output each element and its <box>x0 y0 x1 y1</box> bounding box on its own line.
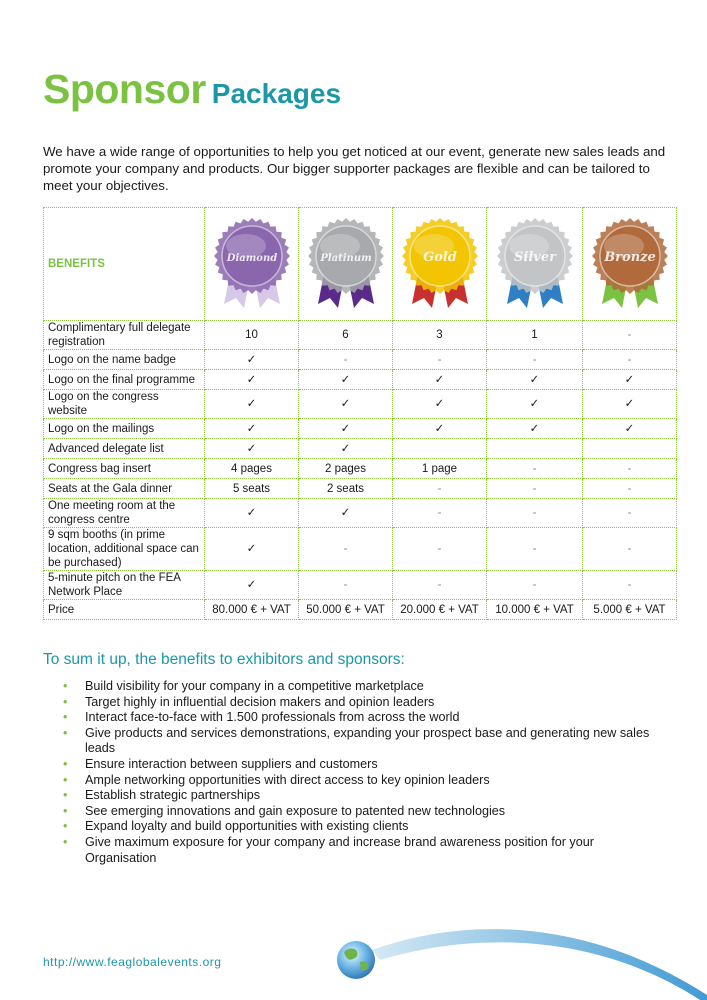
benefit-value: - <box>299 350 393 370</box>
list-item: • Establish strategic partnerships <box>63 788 653 804</box>
benefit-value: ✓ <box>205 499 299 528</box>
benefit-value: 50.000 € + VAT <box>299 600 393 620</box>
benefit-value: - <box>583 321 677 350</box>
benefit-value: 80.000 € + VAT <box>205 600 299 620</box>
summary-heading: To sum it up, the benefits to exhibitors and sponsors: <box>43 651 405 668</box>
benefit-value: ✓ <box>299 439 393 459</box>
benefit-value: - <box>487 479 583 499</box>
benefit-value: - <box>583 479 677 499</box>
list-item: • Expand loyalty and build opportunities with existing clients <box>63 819 653 835</box>
benefit-value: - <box>393 350 487 370</box>
benefit-value: - <box>487 350 583 370</box>
list-item: • Give maximum exposure for your company and increase brand awareness position for your Organisation <box>63 835 653 866</box>
medal-label: Silver <box>514 250 556 265</box>
benefit-value: 6 <box>299 321 393 350</box>
benefit-value: - <box>487 528 583 571</box>
benefit-value: 5.000 € + VAT <box>583 600 677 620</box>
benefit-value: 10 <box>205 321 299 350</box>
benefit-value: ✓ <box>299 499 393 528</box>
benefit-label: Seats at the Gala dinner <box>44 479 205 499</box>
benefit-value: - <box>393 499 487 528</box>
list-item: • Ensure interaction between suppliers and customers <box>63 757 653 773</box>
benefit-value: - <box>393 528 487 571</box>
benefit-label: Advanced delegate list <box>44 439 205 459</box>
benefit-value: - <box>393 571 487 600</box>
list-item: • Give products and services demonstrations, expanding your prospect base and generating new sales leads <box>63 726 653 757</box>
benefit-value: - <box>583 459 677 479</box>
benefit-value: - <box>583 571 677 600</box>
benefit-value: ✓ <box>487 390 583 419</box>
intro-paragraph: We have a wide range of opportunities to help you get noticed at our event, generate new sales leads and promote your company and products. Our bigger supporter packages are flexible and can be tailored to meet your objectives. <box>43 144 666 193</box>
benefit-value: ✓ <box>299 370 393 390</box>
benefit-value: - <box>583 350 677 370</box>
benefit-value: - <box>487 499 583 528</box>
benefit-value: 2 seats <box>299 479 393 499</box>
benefit-value: ✓ <box>487 419 583 439</box>
benefit-value: ✓ <box>299 390 393 419</box>
benefit-label: Congress bag insert <box>44 459 205 479</box>
benefit-value: - <box>299 528 393 571</box>
benefit-value: ✓ <box>205 419 299 439</box>
benefit-value: ✓ <box>393 370 487 390</box>
benefit-label: Price <box>44 600 205 620</box>
benefit-value: ✓ <box>393 419 487 439</box>
list-item: • Ample networking opportunities with direct access to key opinion leaders <box>63 773 653 789</box>
benefit-value: ✓ <box>205 439 299 459</box>
benefit-value: - <box>583 528 677 571</box>
benefit-value: ✓ <box>205 390 299 419</box>
medal-label: Gold <box>423 250 457 265</box>
benefits-heading: BENEFITS <box>44 208 205 321</box>
benefit-value: ✓ <box>299 419 393 439</box>
footer-url[interactable]: http://www.feaglobalevents.org <box>43 955 222 969</box>
title-bold: Sponsor <box>43 66 206 112</box>
benefit-value: - <box>299 571 393 600</box>
list-item: • See emerging innovations and gain exposure to patented new technologies <box>63 804 653 820</box>
benefit-value: 5 seats <box>205 479 299 499</box>
benefit-value: ✓ <box>487 370 583 390</box>
benefit-value: ✓ <box>205 528 299 571</box>
benefit-label: Logo on the final programme <box>44 370 205 390</box>
benefit-value: ✓ <box>205 370 299 390</box>
title-rest: Packages <box>211 78 342 109</box>
benefit-label: 5-minute pitch on the FEA Network Place <box>44 571 205 600</box>
benefit-value: 10.000 € + VAT <box>487 600 583 620</box>
benefit-value: 1 <box>487 321 583 350</box>
benefit-value: ✓ <box>583 390 677 419</box>
benefit-value: ✓ <box>205 571 299 600</box>
benefit-value: - <box>487 459 583 479</box>
benefit-value: - <box>487 571 583 600</box>
benefit-value: ✓ <box>393 390 487 419</box>
benefit-value: 4 pages <box>205 459 299 479</box>
benefit-label: One meeting room at the congress centre <box>44 499 205 528</box>
medal-label: Platinum <box>320 253 372 264</box>
benefit-label: Complimentary full delegate registration <box>44 321 205 350</box>
benefit-value: - <box>393 479 487 499</box>
list-item: • Target highly in influential decision makers and opinion leaders <box>63 695 653 711</box>
benefit-value: 20.000 € + VAT <box>393 600 487 620</box>
list-item: • Build visibility for your company in a competitive marketplace <box>63 679 653 695</box>
medal-label: Bronze <box>604 250 656 265</box>
benefit-value: ✓ <box>205 350 299 370</box>
benefit-label: Logo on the name badge <box>44 350 205 370</box>
benefit-label: 9 sqm booths (in prime location, additional space can be purchased) <box>44 528 205 571</box>
benefit-value: - <box>583 499 677 528</box>
benefit-value: 2 pages <box>299 459 393 479</box>
benefit-value: ✓ <box>583 419 677 439</box>
globe-icon <box>337 941 375 979</box>
benefit-label: Logo on the congress website <box>44 390 205 419</box>
benefit-value: ✓ <box>583 370 677 390</box>
list-item: • Interact face-to-face with 1.500 professionals from across the world <box>63 710 653 726</box>
benefit-value: 3 <box>393 321 487 350</box>
benefit-label: Logo on the mailings <box>44 419 205 439</box>
medal-label: Diamond <box>226 253 278 264</box>
benefit-value: 1 page <box>393 459 487 479</box>
